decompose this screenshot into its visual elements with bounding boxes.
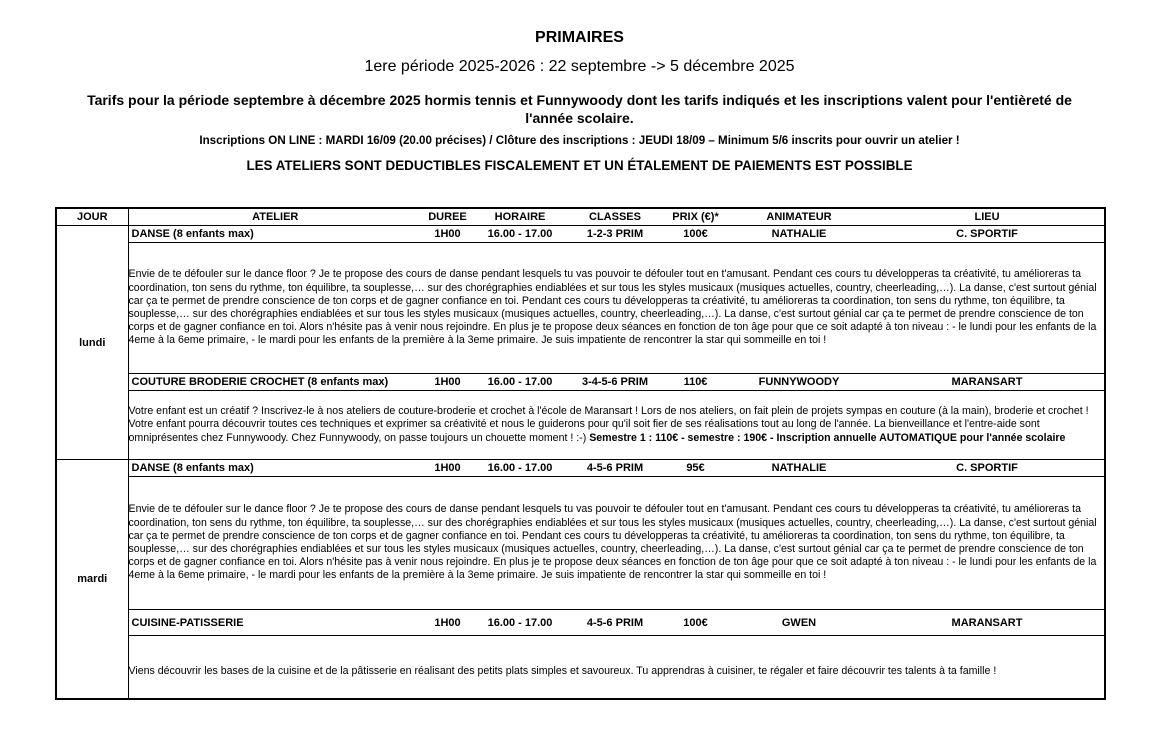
- description-bold: Semestre 1 : 110€ - semestre : 190€ - Inscription annuelle AUTOMATIQUE pour l'année scolaire: [589, 431, 1066, 444]
- atelier-name: DANSE (8 enfants max): [131, 228, 254, 240]
- atelier-description: [128, 243, 1105, 374]
- atelier-name: DANSE (8 enfants max): [131, 462, 254, 474]
- atelier-prix: 100€: [683, 616, 708, 629]
- ateliers-table: [55, 207, 1106, 700]
- atelier-classes: 1-2-3 PRIM: [586, 228, 644, 240]
- inscriptions-note: Inscriptions ON LINE : MARDI 16/09 (20.00 précises) / Clôture des inscriptions : JEUDI 18/09 – Minimum 5/6 inscrits pour ouvrir un atelier !: [199, 134, 960, 147]
- col-jour: JOUR: [56, 208, 128, 226]
- atelier-animateur: GWEN: [781, 616, 817, 629]
- col-prix: PRIX (€)*: [663, 208, 728, 226]
- tarifs-text: Tarifs pour la période septembre à décembre 2025 hormis tennis et Funnywoody dont les tarifs indiqués et les inscriptions valent pour l'entièreté de l'année scolaire.: [87, 92, 1072, 126]
- col-atelier: ATELIER: [128, 208, 422, 226]
- atelier-prix: 110€: [683, 376, 708, 388]
- description-text: Envie de te défouler sur le dance floor ? Je te propose des cours de danse pendant lesquels tu vas pouvoir te défouler tout en t'amusant. Pendant ces cours tu développeras ta créativité, tu amélioreras ta coordination, ton sens du rythme, ton équilibre, ta souplesse,… sur des chorégraphies endiablées et sur tous les styles musicaux (musiques actuelles, country, cheerleading,…). La danse, c'est surtout génial car ça te permet de prendre conscience de ton corps et de gagner confiance en toi. Pendant ces cours tu développeras ta créativité, tu amélioreras ta coordination, ton sens du rythme, ton équilibre, ta souplesse,… sur des chorégraphies endiablées et sur tous les styles musicaux (musiques actuelles, country, cheerleading,…). La danse, c'est surtout génial car ça te permet de prendre conscience de ton corps et de gagner confiance en toi. Alors n'hésite pas à venir nous rejoindre. En plus je te propose deux séances en fonction de ton âge pour que ce soit adapté à ton niveau : - le lundi pour les enfants de la 4eme à la 6eme primaire, - le mardi pour les enfants de la première à la 3eme primaire. Je suis impatiente de rencontrer la star qui sommeille en toi !: [128, 503, 1097, 582]
- description-row: [56, 636, 1105, 700]
- atelier-lieu: C. SPORTIF: [956, 228, 1018, 240]
- atelier-description: [128, 391, 1105, 460]
- table-row: [56, 374, 1105, 391]
- atelier-duree: 1H00: [434, 228, 461, 240]
- atelier-lieu: MARANSART: [951, 616, 1023, 629]
- day-cell-mardi: mardi: [56, 460, 128, 700]
- atelier-lieu: C. SPORTIF: [956, 462, 1018, 474]
- table-row: [56, 610, 1105, 636]
- atelier-horaire: 16.00 - 17.00: [487, 376, 553, 388]
- atelier-classes: 4-5-6 PRIM: [586, 462, 644, 474]
- col-lieu: LIEU: [870, 208, 1105, 226]
- description-text: Envie de te défouler sur le dance floor ? Je te propose des cours de danse pendant lesquels tu vas pouvoir te défouler tout en t'amusant. Pendant ces cours tu développeras ta créativité, tu amélioreras ta coordination, ton sens du rythme, ton équilibre, ta souplesse,… sur des chorégraphies endiablées et sur tous les styles musicaux (musiques actuelles, country, cheerleading,…). La danse, c'est surtout génial car ça te permet de prendre conscience de ton corps et de gagner confiance en toi. Pendant ces cours tu développeras ta créativité, tu amélioreras ta coordination, ton sens du rythme, ton équilibre, ta souplesse,… sur des chorégraphies endiablées et sur tous les styles musicaux (musiques actuelles, country, cheerleading,…). La danse, c'est surtout génial car ça te permet de prendre conscience de ton corps et de gagner confiance en toi. Alors n'hésite pas à venir nous rejoindre. En plus je te propose deux séances en fonction de ton âge pour que ce soit adapté à ton niveau : - le lundi pour les enfants de la 4eme à la 6eme primaire, - le mardi pour les enfants de la première à la 3eme primaire. Je suis impatiente de rencontrer la star qui sommeille en toi !: [128, 268, 1097, 347]
- atelier-name: COUTURE BRODERIE CROCHET (8 enfants max): [131, 376, 389, 388]
- atelier-lieu: MARANSART: [951, 376, 1023, 388]
- col-duree: DUREE: [422, 208, 473, 226]
- atelier-classes: 4-5-6 PRIM: [586, 616, 644, 629]
- atelier-animateur: FUNNYWOODY: [758, 376, 840, 388]
- col-classes: CLASSES: [567, 208, 663, 226]
- page-title: PRIMAIRES: [535, 29, 624, 46]
- description-row: [56, 477, 1105, 610]
- description-row: [56, 243, 1105, 374]
- col-animateur: ANIMATEUR: [728, 208, 870, 226]
- atelier-name: CUISINE-PATISSERIE: [131, 616, 244, 629]
- table-row: [56, 226, 1105, 243]
- atelier-duree: 1H00: [434, 616, 461, 629]
- col-horaire: HORAIRE: [473, 208, 567, 226]
- table-header-row: [56, 208, 1105, 226]
- table-row: [56, 460, 1105, 477]
- atelier-duree: 1H00: [434, 462, 461, 474]
- period-subtitle: 1ere période 2025-2026 : 22 septembre -> 5 décembre 2025: [364, 58, 795, 75]
- atelier-animateur: NATHALIE: [771, 228, 827, 240]
- description-text: Viens découvrir les bases de la cuisine et de la pâtisserie en réalisant des petits plats simples et savoureux. Tu apprendras à cuisiner, te régaler et faire découvrir tes talents à ta famille !: [128, 665, 997, 678]
- deductible-note: LES ATELIERS SONT DEDUCTIBLES FISCALEMENT ET UN ÉTALEMENT DE PAIEMENTS EST POSSIBLE: [246, 158, 913, 173]
- atelier-prix: 100€: [683, 228, 708, 240]
- description-row: [56, 391, 1105, 460]
- atelier-duree: 1H00: [434, 376, 461, 388]
- atelier-horaire: 16.00 - 17.00: [487, 462, 553, 474]
- atelier-prix: 95€: [686, 462, 705, 474]
- atelier-description: [128, 477, 1105, 610]
- day-cell-lundi: lundi: [56, 226, 128, 460]
- atelier-horaire: 16.00 - 17.00: [487, 616, 553, 629]
- tarifs-note: [0, 91, 1159, 127]
- atelier-description: [128, 636, 1105, 700]
- atelier-classes: 3-4-5-6 PRIM: [581, 376, 649, 388]
- description-text: Votre enfant est un créatif ? Inscrivez-le à nos ateliers de couture-broderie et crochet à l'école de Maransart ! Lors de nos ateliers, on fait plein de projets sympas en couture (à la main), broderie et crochet ! Votre enfant pourra découvrir toutes ces techniques et exprimer sa créativité et nous le guiderons pour qu'il soit fier de ses réalisations tout au long de l'année. La bienveillance et l'entre-aide sont omniprésentes chez Funnywoody. Chez Funnywoody, on passe toujours un chouette moment ! :-): [128, 405, 1089, 444]
- atelier-animateur: NATHALIE: [771, 462, 827, 474]
- atelier-horaire: 16.00 - 17.00: [487, 228, 553, 240]
